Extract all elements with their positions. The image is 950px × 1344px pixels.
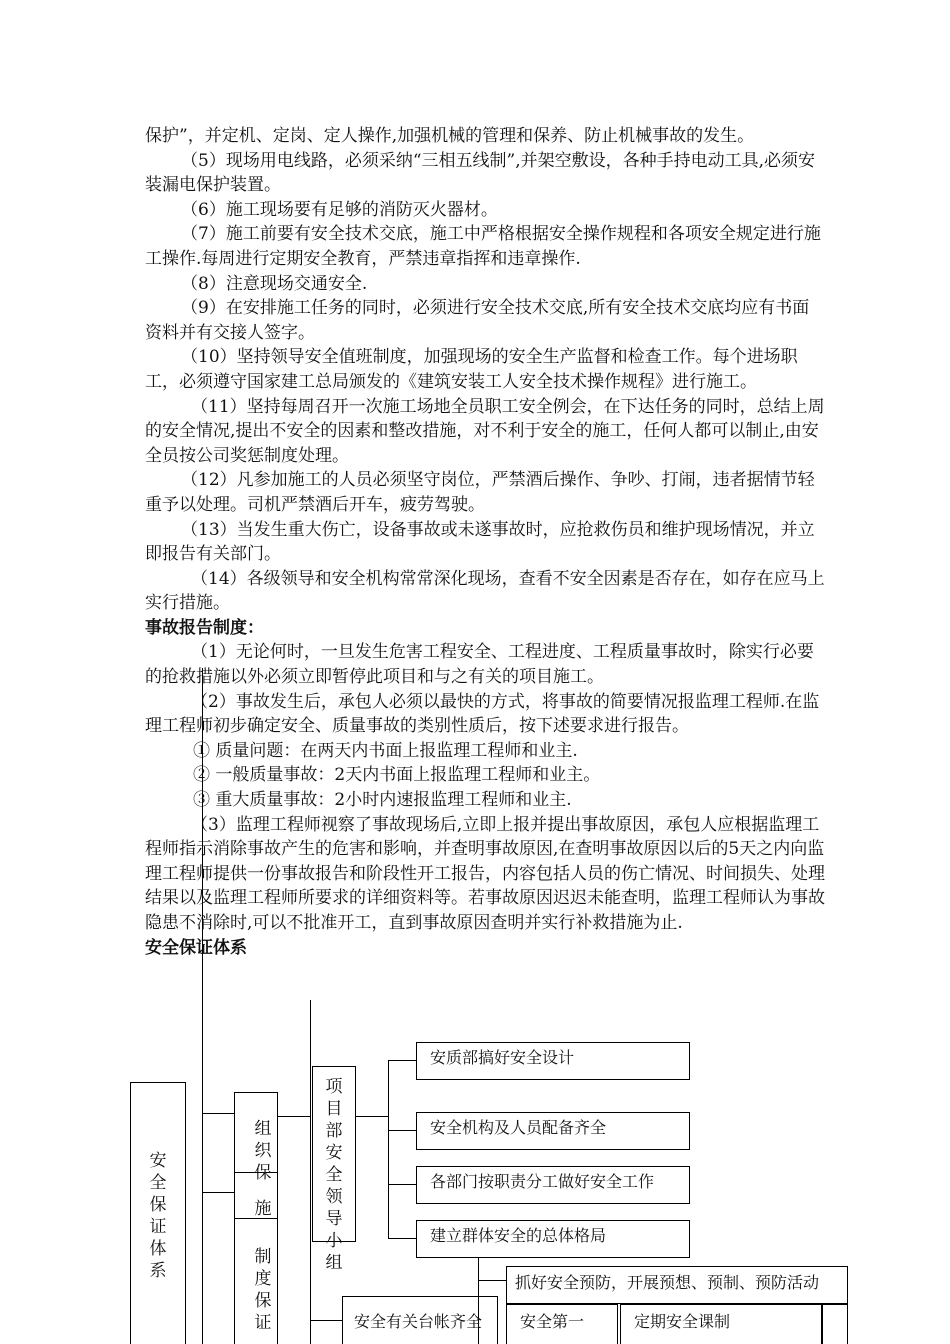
connector-line <box>388 1130 416 1131</box>
paragraph: （2）事故发生后，承包人必须以最快的方式，将事故的简要情况报监理工程师.在监理工程师初步确定安全、质量事故的类别性质后，按下述要求进行报告。 <box>145 691 820 737</box>
list-item: ③ 重大质量事故：2小时内速报监理工程师和业主. <box>193 790 572 811</box>
item-label: 各部门按职责分工做好安全工作 <box>430 1172 655 1191</box>
divider <box>234 1172 278 1173</box>
branch-column <box>234 1092 278 1344</box>
paragraph: （9）在安排施工任务的同时，必须进行安全技术交底,所有安全技术交底均应有书面资料并有交接人签字。 <box>145 298 810 343</box>
connector-line <box>388 1238 416 1239</box>
empty-box <box>822 1304 848 1344</box>
prevention-box <box>506 1266 848 1304</box>
root-box <box>130 1082 186 1344</box>
connector-line <box>356 1116 388 1117</box>
item-label: 安全机构及人员配备齐全 <box>430 1118 607 1137</box>
class-box <box>620 1304 822 1344</box>
item-label: 安质部搞好安全设计 <box>430 1048 575 1067</box>
paragraph: （8）注意现场交通安全. <box>181 273 368 294</box>
prevention-label: 抓好安全预防，开展预想、预制、预防活动 <box>515 1273 820 1292</box>
paragraph: （11）坚持每周召开一次施工场地全员职工安全例会，在下达任务的同时，总结上周的安全情况,提出不安全的因素和整改措施，对不利于安全的施工，任何人都可以制止,由安全员按公司奖惩制度处理。 <box>145 396 825 466</box>
group-label: 项目部安全领导小组 <box>325 1077 343 1273</box>
connector-line <box>388 1060 416 1061</box>
connector-line <box>388 1184 416 1185</box>
connector-line <box>388 1060 389 1238</box>
paragraph: （10）坚持领导安全值班制度，加强现场的安全生产监督和检查工作。每个进场职工，必须遵守国家建工总局颁发的《建筑安装工人安全技术操作规程》进行施工。 <box>145 347 798 392</box>
paragraph: （7）施工前要有安全技术交底，施工中严格根据安全操作规程和各项安全规定进行施工操作.每周进行定期安全教育，严禁违章指挥和违章操作. <box>145 224 821 269</box>
connector-line <box>310 1000 311 1344</box>
paragraph: （12）凡参加施工的人员必须坚守岗位，严禁酒后操作、争吵、打闹，违者据情节轻重予以处理。司机严禁酒后开车，疲劳驾驶。 <box>145 470 815 515</box>
branch-label-organization: 组织保 <box>254 1119 272 1183</box>
group-box <box>312 1066 356 1242</box>
connector-line <box>310 1320 342 1321</box>
item-label: 建立群体安全的总体格局 <box>430 1226 607 1245</box>
item-box <box>416 1042 690 1080</box>
root-label: 安全保证体系 <box>149 1151 167 1281</box>
paragraph: 保护”，并定机、定岗、定人操作,加强机械的管理和保养、防止机械事故的发生。 <box>145 126 755 146</box>
item-box <box>416 1112 690 1150</box>
connector-line <box>478 1280 506 1281</box>
connector-line <box>478 1258 479 1344</box>
item-box <box>416 1220 690 1258</box>
paragraph: （14）各级领导和安全机构常常深化现场，查看不安全因素是否存在，如存在应马上实行措施。 <box>145 568 825 614</box>
list-item: ② 一般质量事故：2天内书面上报监理工程师和业主。 <box>193 765 601 786</box>
class-label: 定期安全课制 <box>634 1312 731 1331</box>
section-heading-safety-system: 安全保证体系 <box>145 937 247 958</box>
list-item: ① 质量问题：在两天内书面上报监理工程师和业主. <box>193 740 578 761</box>
body-text <box>145 124 825 960</box>
branch-label-measures: 施 <box>254 1199 272 1219</box>
connector-line <box>202 1113 234 1114</box>
connector-line <box>278 1116 310 1117</box>
paragraph: （3）监理工程师视察了事故现场后,立即上报并提出事故原因，承包人应根据监理工程师指示消除事故产生的危害和影响，并查明事故原因,在查明事故原因以后的5天之内向监理工程师提供一份事故报告和阶段性开工报告，内容包括人员的伤亡情况、时间损失、处理结果以及监理工程师所要求的详细资料等。若事故原因迟迟未能查明，监理工程师认为事故隐患不消除时,可以不批准开工，直到事故原因查明并实行补救措施为止. <box>145 814 825 933</box>
paragraph: （6）施工现场要有足够的消防灭火器材。 <box>181 199 498 220</box>
safety-first-label: 安全第一 <box>520 1312 585 1331</box>
divider <box>234 1218 278 1219</box>
paragraph: （13）当发生重大伤亡，设备事故或未遂事故时，应抢救伤员和维护现场情况，并立即报告有关部门。 <box>145 519 815 565</box>
item-box <box>416 1166 690 1204</box>
connector-line <box>202 1192 234 1193</box>
safety-first-box <box>506 1304 618 1344</box>
paragraph: （5）现场用电线路，必须采纳“三相五线制”,并架空敷设，各种手持电动工具,必须安装漏电保护装置。 <box>145 150 816 196</box>
ledger-label: 安全有关台帐齐全 <box>354 1312 483 1331</box>
branch-label-system: 制度保证 <box>254 1247 272 1333</box>
paragraph: （1）无论何时，一旦发生危害工程安全、工程进度、工程质量事故时，除实行必要的抢救措施以外必须立即暂停此项目和与之有关的项目施工。 <box>145 642 814 688</box>
ledger-box <box>342 1296 498 1344</box>
section-heading-accident: 事故报告制度： <box>145 617 264 638</box>
